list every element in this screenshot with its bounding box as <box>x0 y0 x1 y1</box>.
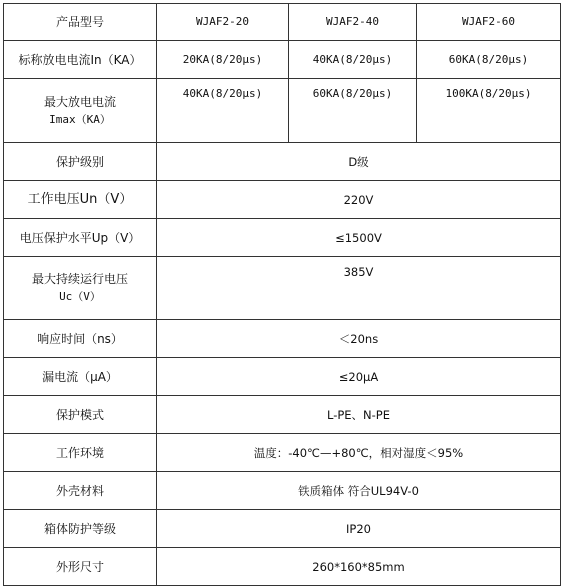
max-current-row <box>4 79 561 143</box>
working-voltage-row <box>4 181 561 219</box>
max-current-label <box>4 79 157 143</box>
response-time-label: 响应时间（ns） <box>4 320 157 358</box>
max-current-label-line2: Imax（KA） <box>49 112 111 126</box>
max-operating-voltage-label-line2: Uc（V） <box>59 290 101 303</box>
protection-class-row <box>4 143 561 181</box>
max-operating-voltage-row <box>4 257 561 320</box>
max-operating-voltage-label <box>4 257 157 320</box>
housing-material-value: 铁质箱体 符合UL94V-0 <box>157 472 561 510</box>
environment-value: 温度：-40℃—+80℃，相对湿度＜95% <box>157 434 561 472</box>
dimensions-row <box>4 548 561 586</box>
max-current-60: 100KA(8/20μs) <box>417 79 561 143</box>
header-label: 产品型号 <box>4 4 157 41</box>
header-row <box>4 4 561 41</box>
environment-row <box>4 434 561 472</box>
dimensions-label: 外形尺寸 <box>4 548 157 586</box>
housing-material-row <box>4 472 561 510</box>
ip-rating-value: IP20 <box>157 510 561 548</box>
housing-material-label: 外壳材料 <box>4 472 157 510</box>
working-voltage-value: 220V <box>157 181 561 219</box>
model-wjaf2-40: WJAF2-40 <box>289 4 417 41</box>
max-current-label-line1: 最大放电电流 <box>43 94 116 109</box>
protection-mode-label: 保护模式 <box>4 396 157 434</box>
spec-table <box>3 3 561 586</box>
protection-mode-row <box>4 396 561 434</box>
protection-level-row <box>4 219 561 257</box>
working-voltage-label: 工作电压Un（V） <box>4 181 157 219</box>
nominal-current-40: 40KA(8/20μs) <box>289 41 417 79</box>
response-time-row <box>4 320 561 358</box>
protection-class-value: D级 <box>157 143 561 181</box>
nominal-current-20: 20KA(8/20μs) <box>157 41 289 79</box>
ip-rating-row <box>4 510 561 548</box>
max-current-40: 60KA(8/20μs) <box>289 79 417 143</box>
protection-class-label: 保护级别 <box>4 143 157 181</box>
max-operating-voltage-value: 385V <box>157 257 561 320</box>
ip-rating-label: 箱体防护等级 <box>4 510 157 548</box>
leakage-current-label: 漏电流（μA） <box>4 358 157 396</box>
max-operating-voltage-label-line1: 最大持续运行电压 <box>31 272 128 286</box>
nominal-current-60: 60KA(8/20μs) <box>417 41 561 79</box>
protection-level-label: 电压保护水平Up（V） <box>4 219 157 257</box>
nominal-current-label: 标称放电电流In（KA） <box>4 41 157 79</box>
environment-label: 工作环境 <box>4 434 157 472</box>
leakage-current-row <box>4 358 561 396</box>
nominal-current-row <box>4 41 561 79</box>
protection-level-value: ≤1500V <box>157 219 561 257</box>
model-wjaf2-20: WJAF2-20 <box>157 4 289 41</box>
max-current-20: 40KA(8/20μs) <box>157 79 289 143</box>
model-wjaf2-60: WJAF2-60 <box>417 4 561 41</box>
leakage-current-value: ≤20μA <box>157 358 561 396</box>
dimensions-value: 260*160*85mm <box>157 548 561 586</box>
protection-mode-value: L-PE、N-PE <box>157 396 561 434</box>
response-time-value: ＜20ns <box>157 320 561 358</box>
